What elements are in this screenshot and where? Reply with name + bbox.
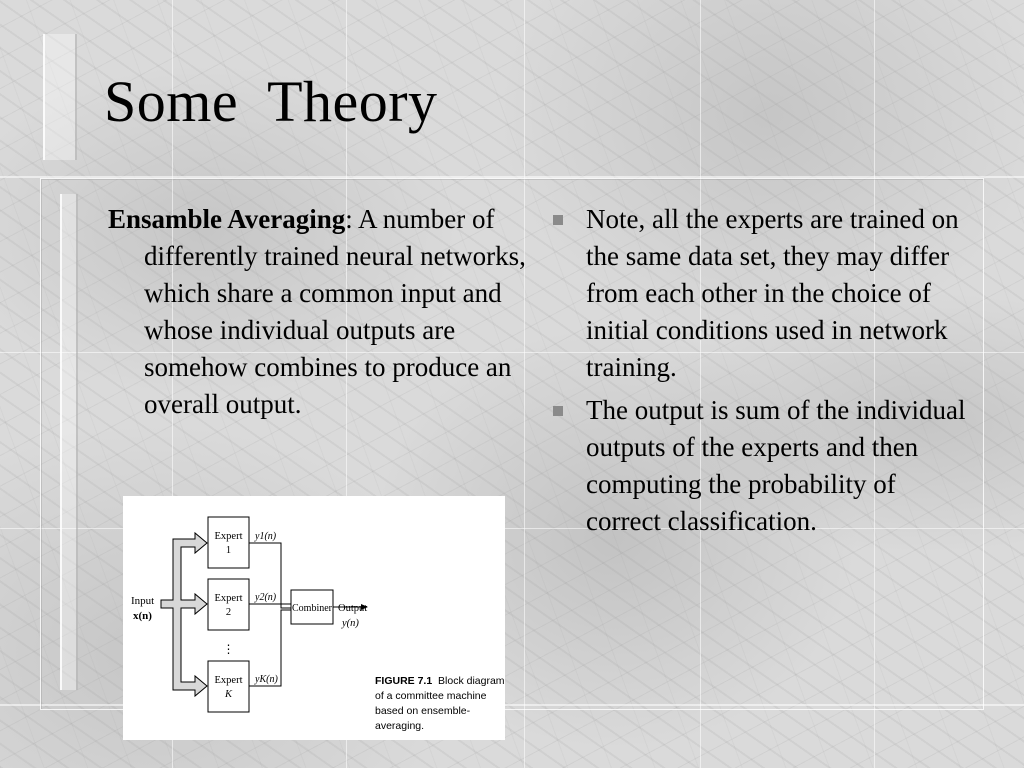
square-bullet-icon [553, 406, 563, 416]
expert-1-label: Expert [214, 531, 243, 542]
expert-k-output: yK(n) [255, 674, 278, 685]
input-arrows [161, 533, 207, 696]
expert-k-box [208, 661, 249, 712]
expert-1-box [208, 517, 249, 568]
expert-1-index: 1 [225, 545, 232, 556]
expert-k-index: K [224, 689, 233, 700]
output-variable: y(n) [342, 618, 359, 629]
ellipsis: ⋮ [222, 642, 235, 656]
square-bullet-icon [553, 215, 563, 225]
bullet-text: The output is sum of the individual outputs of the experts and then computing the probability of correct classification. [586, 395, 966, 536]
definition-term: Ensamble Averaging [108, 204, 346, 234]
expert-2-label: Expert [214, 593, 243, 604]
figure-number: FIGURE 7.1 [375, 675, 433, 687]
title-accent-bar [43, 34, 77, 160]
bullet-item [548, 201, 968, 386]
figure-caption-text: Block diagram of a committee machine based on ensemble-averaging. [375, 675, 505, 732]
definition-paragraph [108, 201, 554, 423]
expert-k-label: Expert [214, 675, 243, 686]
output-label: Output [338, 603, 368, 614]
expert-2-box [208, 579, 249, 630]
definition-body: : A number of differently trained neural networks, which share a common input and whose individual outputs are somehow combines to produce an overall output. [144, 204, 526, 419]
bullet-item [548, 392, 968, 540]
slide-title: Some Theory [104, 69, 438, 134]
expert-2-index: 2 [225, 607, 232, 618]
figure-caption [375, 674, 505, 734]
committee-machine-figure [123, 496, 505, 740]
expert-2-output: y2(n) [255, 592, 277, 603]
bullet-text: Note, all the experts are trained on the same data set, they may differ from each other in the choice of initial conditions used in network training. [586, 204, 959, 382]
input-label: Input [131, 595, 155, 607]
bullet-list [548, 201, 968, 546]
combiner-label: Combiner [292, 603, 332, 614]
expert-1-output: y1(n) [255, 531, 277, 542]
input-variable: x(n) [133, 610, 152, 622]
